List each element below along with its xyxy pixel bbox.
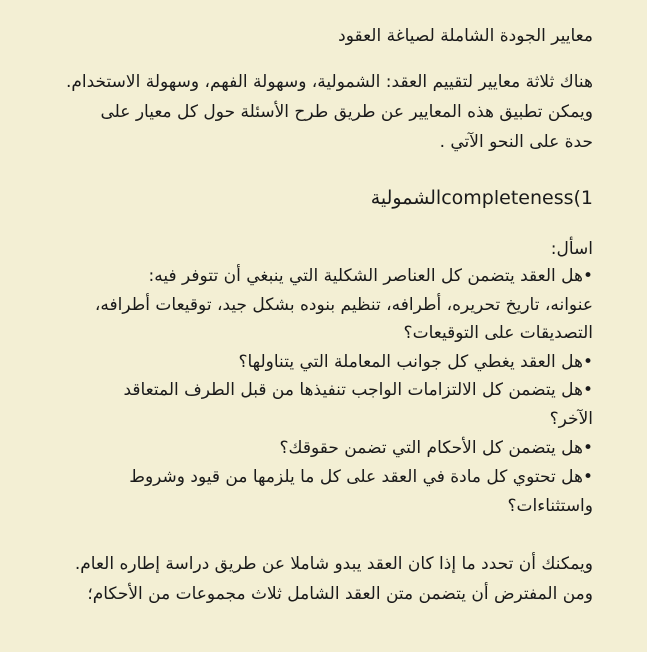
closing-line: ومن المفترض أن يتضمن متن العقد الشامل ثلاث مجموعات من الأحكام؛: [87, 584, 593, 604]
intro-line: ويمكن تطبيق هذه المعايير عن طريق طرح الأسئلة حول كل معيار على: [100, 102, 593, 122]
question-line: •هل العقد يغطي كل جوانب المعاملة التي يتناولها؟: [238, 352, 593, 372]
question-line: التصديقات على التوقيعات؟: [403, 323, 593, 343]
intro-line: هناك ثلاثة معايير لتقييم العقد: الشمولية، وسهولة الفهم، وسهولة الاستخدام.: [65, 72, 593, 92]
closing-line: ويمكنك أن تحدد ما إذا كان العقد يبدو شاملا عن طريق دراسة إطاره العام.: [74, 554, 593, 574]
question-line: •هل تحتوي كل مادة في العقد على كل ما يلزمها من قيود وشروط: [129, 467, 593, 487]
question-line: الآخر؟: [549, 409, 593, 429]
question-line: واستثناءات؟: [507, 496, 593, 516]
question-line: •هل العقد يتضمن كل العناصر الشكلية التي ينبغي أن تتوفر فيه:: [148, 266, 593, 286]
document-title: معايير الجودة الشاملة لصياغة العقود: [338, 26, 593, 46]
question-line: عنوانه، تاريخ تحريره، أطرافه، تنظيم بنوده بشكل جيد، توقيعات أطرافه،: [94, 295, 593, 315]
question-line: •هل يتضمن كل الالتزامات الواجب تنفيذها من قبل الطرف المتعاقد: [123, 380, 593, 400]
ask-label: اسأل:: [550, 239, 593, 259]
intro-line: حدة على النحو الآتي .: [439, 132, 593, 152]
section-heading: completeness(1الشمولية: [370, 187, 593, 209]
question-line: •هل يتضمن كل الأحكام التي تضمن حقوقك؟: [279, 438, 593, 458]
